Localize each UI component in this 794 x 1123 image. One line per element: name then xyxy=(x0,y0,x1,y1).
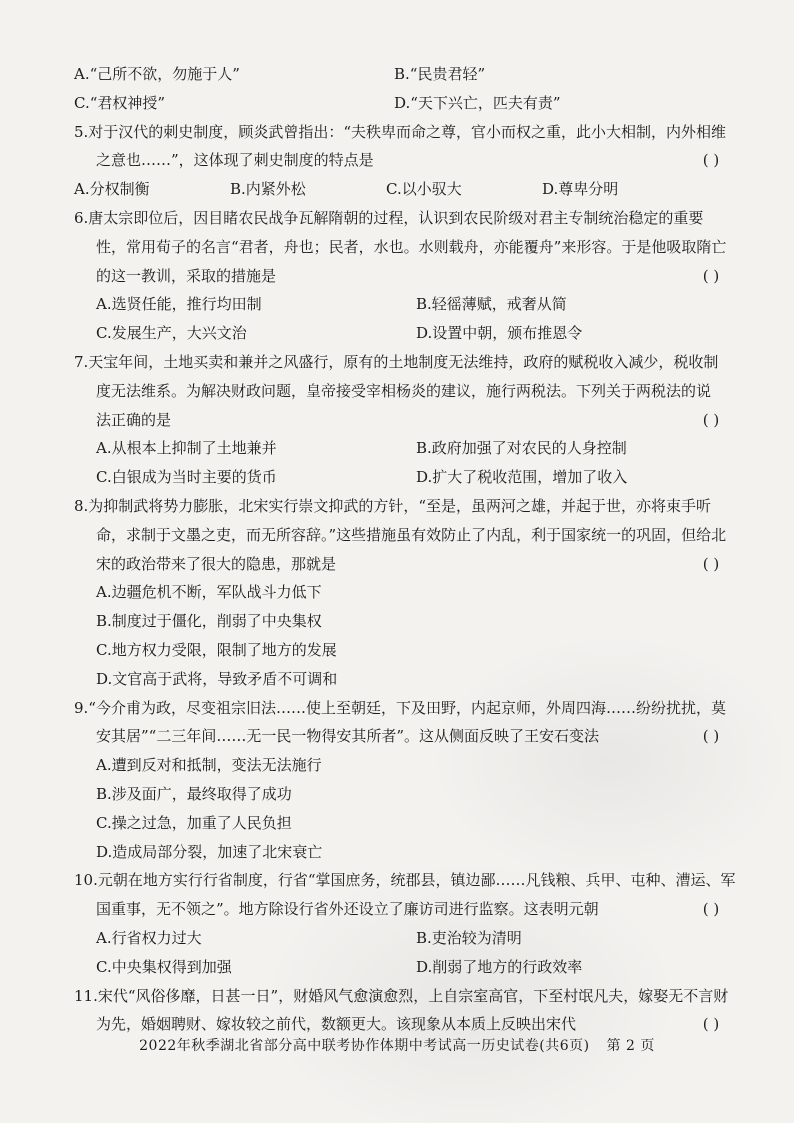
q7-stem-line-2: 度无法维系。为解决财政问题，皇帝接受宰相杨炎的建议，施行两税法。下列关于两税法的说 xyxy=(96,381,712,400)
q6-stem-text: 的这一教训，采取的措施是 xyxy=(96,266,277,285)
q9-option-c: C.操之过急，加重了人民负担 xyxy=(96,813,292,832)
q6-stem-line-2: 性，常用荀子的名言“君者，舟也；民者，水也。水则载舟，亦能覆舟”来形容。于是他吸取隋亡 xyxy=(96,237,727,256)
q7-option-b: B.政府加强了对农民的人身控制 xyxy=(416,439,627,458)
q6-option-a: A.选贤任能，推行均田制 xyxy=(96,295,262,314)
q11-answer-blank[interactable]: ( ) xyxy=(702,1015,720,1034)
q5-stem-text: 之意也……”，这体现了刺史制度的特点是 xyxy=(96,151,374,170)
q6-options-row-2 xyxy=(74,319,738,348)
q5-options xyxy=(74,175,738,204)
q10-option-c: C.中央集权得到加强 xyxy=(96,957,232,976)
q7-option-c: C.白银成为当时主要的货币 xyxy=(96,468,277,487)
footer-title: 2022年秋季湖北省部分高中联考协作体期中考试高一历史试卷(共6页) xyxy=(139,1038,590,1054)
q6-stem-line-3 xyxy=(74,262,738,291)
q8-option-d: D.文官高于武将，导致矛盾不可调和 xyxy=(96,669,338,688)
q5-answer-blank[interactable]: ( ) xyxy=(702,151,720,170)
q4-options-row-1 xyxy=(74,60,738,89)
q9-option-b: B.涉及面广，最终取得了成功 xyxy=(96,784,292,803)
q10-option-b: B.吏治较为清明 xyxy=(416,928,522,947)
q5-option-c: C.以小驭大 xyxy=(386,180,462,199)
q4-options-row-2 xyxy=(74,89,738,118)
q4-option-d: D.“天下兴亡，匹夫有责” xyxy=(394,93,561,112)
q6-option-c: C.发展生产，大兴文治 xyxy=(96,324,247,343)
q4-option-c: C.“君权神授” xyxy=(74,93,166,112)
q8-answer-blank[interactable]: ( ) xyxy=(702,554,720,573)
q7-options-row-1 xyxy=(74,434,738,463)
q8-stem-line-3 xyxy=(74,550,738,579)
q7-stem-line-3 xyxy=(74,406,738,435)
q11-stem-text: 为先，婚姻聘财、嫁妆较之前代，数额更大。该现象从本质上反映出宋代 xyxy=(96,1015,577,1034)
q8-stem-line-1: 8.为抑制武将势力膨胀，北宋实行崇文抑武的方针，“至是，虽两河之雄，并起于世，亦将束手听 xyxy=(74,496,711,515)
q10-options-row-1 xyxy=(74,924,738,953)
q8-option-c: C.地方权力受限，限制了地方的发展 xyxy=(96,640,337,659)
q6-option-d: D.设置中朝，颁布推恩令 xyxy=(416,324,583,343)
q7-options-row-2 xyxy=(74,463,738,492)
q10-option-d: D.削弱了地方的行政效率 xyxy=(416,957,583,976)
q9-stem-line-2 xyxy=(74,722,738,751)
q7-stem-line-1: 7.天宝年间，土地买卖和兼并之风盛行，原有的土地制度无法维持，政府的赋税收入减少，税收制 xyxy=(74,352,719,371)
q10-stem-line-2 xyxy=(74,895,738,924)
q9-option-d: D.造成局部分裂，加速了北宋衰亡 xyxy=(96,842,323,861)
q10-stem-text: 国重事，无不领之”。地方除设行省外还设立了廉访司进行监察。这表明元朝 xyxy=(96,900,599,919)
q10-option-a: A.行省权力过大 xyxy=(96,928,202,947)
q9-option-a: A.遭到反对和抵制，变法无法施行 xyxy=(96,756,322,775)
q7-option-a: A.从根本上抑制了土地兼并 xyxy=(96,439,277,458)
q4-option-a: A.“己所不欲，勿施于人” xyxy=(74,65,240,83)
page-footer xyxy=(0,1035,794,1055)
q8-option-b: B.制度过于僵化，削弱了中央集权 xyxy=(96,612,322,631)
q6-option-b: B.轻徭薄赋，戒奢从简 xyxy=(416,295,567,314)
q6-stem-line-1: 6.唐太宗即位后，因目睹农民战争瓦解隋朝的过程，认识到农民阶级对君主专制统治稳定的重要 xyxy=(74,208,704,227)
q9-answer-blank[interactable]: ( ) xyxy=(702,727,720,746)
q7-stem-text: 法正确的是 xyxy=(96,410,172,429)
q8-option-a: A.边疆危机不断，军队战斗力低下 xyxy=(96,583,322,602)
q10-stem-line-1: 10.元朝在地方实行行省制度，行省“掌国庶务，统郡县，镇边鄙……凡钱粮、兵甲、屯种、漕运、军 xyxy=(74,871,736,890)
q10-answer-blank[interactable]: ( ) xyxy=(702,900,720,919)
q7-answer-blank[interactable]: ( ) xyxy=(702,410,720,429)
q5-option-d: D.尊卑分明 xyxy=(542,180,619,199)
q5-option-a: A.分权制衡 xyxy=(74,180,150,199)
footer-page-number: 第 2 页 xyxy=(606,1038,655,1054)
q4-option-b: B.“民贵君轻” xyxy=(394,65,486,83)
q5-stem-line-2 xyxy=(74,146,738,175)
q6-answer-blank[interactable]: ( ) xyxy=(702,266,720,285)
q5-stem-line-1: 5.对于汉代的刺史制度，顾炎武曾指出：“夫秩卑而命之尊，官小而权之重，此小大相制，内外相维 xyxy=(74,122,726,141)
q8-stem-text: 宋的政治带来了很大的隐患，那就是 xyxy=(96,554,337,573)
q10-options-row-2 xyxy=(74,953,738,982)
q5-option-b: B.内紧外松 xyxy=(230,180,306,199)
q11-stem-line-1: 11.宋代“风俗侈靡，日甚一日”，财婚风气愈演愈烈，上自宗室高官，下至村氓凡夫，嫁娶无不言财 xyxy=(74,986,729,1005)
q6-options-row-1 xyxy=(74,290,738,319)
q8-stem-line-2: 命，求制于文墨之吏，而无所容辞。”这些措施虽有效防止了内乱，利于国家统一的巩固，但给北 xyxy=(96,525,727,544)
q9-stem-line-1: 9.“今介甫为政，尽变祖宗旧法……使上至朝廷，下及田野，内起京师，外周四海……纷纷扰扰，莫 xyxy=(74,698,726,717)
q9-stem-text: 安其居”“二三年间……无一民一物得安其所者”。这从侧面反映了王安石变法 xyxy=(96,727,600,746)
q7-option-d: D.扩大了税收范围，增加了收入 xyxy=(416,468,628,487)
